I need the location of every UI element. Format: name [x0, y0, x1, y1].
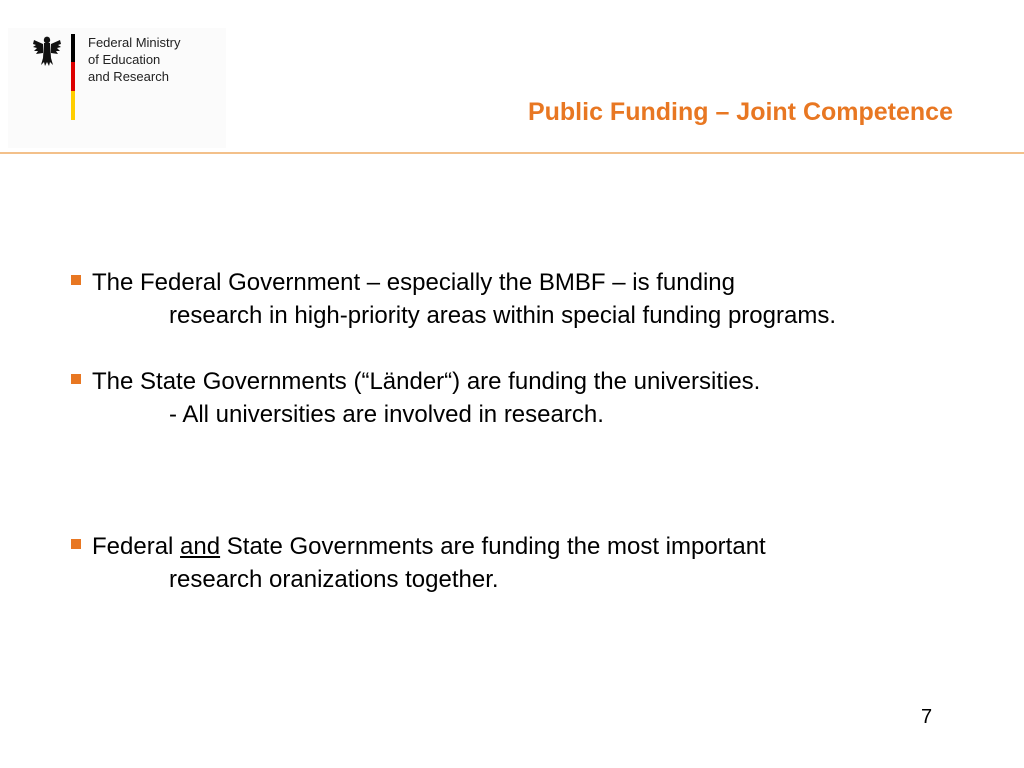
ministry-name	[88, 34, 180, 85]
bullet-text-start: Federal	[92, 533, 181, 560]
title-divider	[0, 152, 1024, 154]
federal-eagle-icon	[32, 34, 62, 68]
bullet-continuation: research in high-priority areas within special funding programs.	[169, 302, 836, 329]
bullet-sub-point: - All universities are involved in research.	[169, 401, 604, 428]
square-bullet-icon	[71, 374, 81, 384]
underlined-word: and	[180, 533, 221, 560]
square-bullet-icon	[71, 275, 81, 285]
bullet-text	[92, 530, 990, 563]
ministry-name-line: and Research	[88, 69, 169, 84]
ministry-name-line: of Education	[88, 52, 161, 67]
slide-title: Public Funding – Joint Competence	[527, 98, 953, 126]
bullet-item	[70, 530, 990, 596]
ministry-name-line: Federal Ministry	[88, 35, 181, 50]
flag-stripe-gold	[71, 91, 75, 120]
flag-stripe-red	[71, 62, 75, 91]
page-number: 7	[921, 706, 933, 728]
flag-bar	[71, 34, 75, 120]
flag-stripe-black	[71, 34, 75, 62]
square-bullet-icon	[71, 539, 81, 549]
bullet-item	[70, 365, 990, 431]
bullet-list	[70, 266, 990, 596]
bullet-text: The Federal Government – especially the BMBF – is funding	[92, 269, 735, 296]
bullet-item	[70, 266, 990, 332]
bullet-text: The State Governments (“Länder“) are funding the universities.	[92, 368, 761, 395]
bullet-continuation: research oranizations together.	[169, 566, 499, 593]
bullet-text-end: State Governments are funding the most important	[220, 533, 766, 560]
